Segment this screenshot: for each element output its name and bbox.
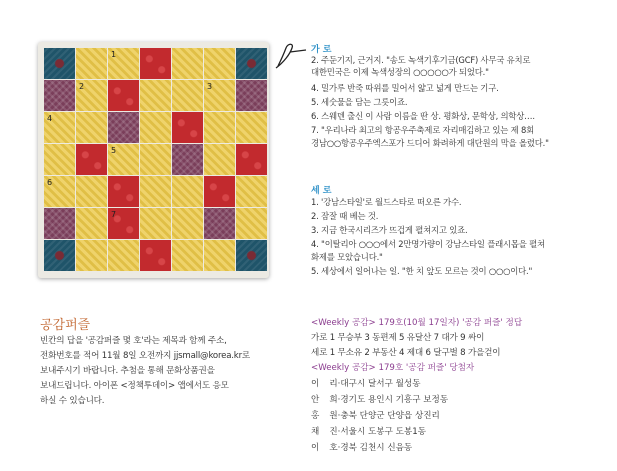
winner-surname: 이 (311, 379, 320, 389)
winner-detail: 희·경기도 용인시 기흥구 보정동 (329, 395, 449, 405)
puzzle-cell (108, 240, 139, 271)
down-clue: 4. "이탈리아 ○○○에서 2만명가량이 강남스타일 플래시몹을 펼쳐 (311, 239, 545, 249)
puzzle-cell (204, 144, 235, 175)
across-heading: 가로 (311, 45, 335, 55)
winner-entry (311, 393, 448, 405)
puzzle-cell (76, 48, 107, 79)
puzzle-cell (204, 240, 235, 271)
across-clue: 5. 세숫물을 담는 그릇이죠. (311, 97, 408, 107)
puzzle-cell (140, 176, 171, 207)
puzzle-cell (204, 208, 235, 239)
down-clue: 2. 잠잘 때 베는 것. (311, 211, 379, 221)
puzzle-cell (140, 80, 171, 111)
puzzle-cell (108, 176, 139, 207)
down-heading: 세로 (311, 186, 335, 196)
puzzle-cell (76, 240, 107, 271)
puzzle-cell (140, 240, 171, 271)
puzzle-cell (76, 80, 107, 111)
clue-number: 6 (47, 178, 53, 187)
puzzle-cell (108, 80, 139, 111)
puzzle-board (38, 42, 269, 278)
puzzle-cell (172, 240, 203, 271)
puzzle-cell (204, 80, 235, 111)
answers-across: 가로 1 무승부 3 동편제 5 유달산 7 대가 9 싸이 (311, 333, 485, 343)
puzzle-cell (108, 144, 139, 175)
puzzle-cell (140, 112, 171, 143)
puzzle-cell (236, 48, 267, 79)
winner-detail: 원·충북 단양군 단양읍 상진리 (329, 411, 440, 421)
instruction-line: 전화번호를 적어 11월 8일 오전까지 jjsmall@korea.kr로 (40, 351, 251, 361)
puzzle-cell (76, 208, 107, 239)
clue-number: 1 (111, 50, 117, 59)
puzzle-cell (236, 144, 267, 175)
puzzle-cell (140, 48, 171, 79)
across-clue: 7. "우리나라 최고의 항공우주축제로 자리매김하고 있는 제 8회 (311, 125, 534, 135)
puzzle-cell (204, 176, 235, 207)
puzzle-cell (236, 112, 267, 143)
puzzle-cell (172, 176, 203, 207)
clue-number: 7 (111, 210, 117, 219)
puzzle-cell (108, 208, 139, 239)
puzzle-cell (108, 48, 139, 79)
clue-number: 2 (79, 82, 85, 91)
across-clue: 대한민국은 이제 녹색성장의 ○○○○○가 되었다." (311, 67, 489, 77)
down-clue: 5. 세상에서 일어나는 일. "한 치 앞도 모르는 것이 ○○○이다." (311, 266, 533, 276)
winner-surname: 채 (311, 427, 320, 437)
winner-entry (311, 409, 440, 421)
winner-detail: 호·경북 김천시 신음동 (329, 443, 413, 453)
puzzle-cell (108, 112, 139, 143)
puzzle-cell (44, 176, 75, 207)
puzzle-cell (204, 112, 235, 143)
puzzle-cell (236, 80, 267, 111)
puzzle-cell (172, 112, 203, 143)
instruction-line: 하실 수 있습니다. (40, 396, 105, 406)
winner-detail: 진·서울시 도봉구 도봉1동 (329, 427, 426, 437)
paperclip-icon (272, 42, 308, 72)
puzzle-cell (172, 208, 203, 239)
puzzle-cell (236, 176, 267, 207)
across-clue: 6. 스웨덴 출신 이 사람 이름을 딴 상. 평화상, 문학상, 의학상…. (311, 111, 535, 121)
puzzle-cell (76, 144, 107, 175)
puzzle-cell (44, 144, 75, 175)
puzzle-grid (44, 48, 267, 271)
puzzle-cell (44, 80, 75, 111)
down-clue: 1. '강남스타일'로 월드스타로 떠오른 가수. (311, 197, 462, 207)
winner-surname: 홍 (311, 411, 320, 421)
puzzle-cell (172, 80, 203, 111)
winner-entry (311, 441, 412, 453)
instruction-line: 빈칸의 답을 '공감퍼즐 몇 호'라는 제목과 함께 주소, (40, 336, 227, 346)
clue-number: 4 (47, 114, 53, 123)
puzzle-cell (44, 208, 75, 239)
across-clue: 4. 밀가루 반죽 따위를 밀어서 얇고 넓게 만드는 기구. (311, 83, 499, 93)
down-clue: 3. 지금 한국시리즈가 뜨겁게 펼쳐지고 있죠. (311, 225, 468, 235)
across-clue: 경남○○항공우주엑스포가 드디어 화려하게 대단원의 막을 올렸다." (311, 138, 549, 148)
clue-number: 5 (111, 146, 117, 155)
down-clue: 화제를 모았습니다." (311, 252, 383, 262)
winner-detail: 리·대구시 달서구 월성동 (329, 379, 421, 389)
puzzle-cell (236, 208, 267, 239)
puzzle-cell (76, 112, 107, 143)
winner-surname: 안 (311, 395, 320, 405)
puzzle-cell (172, 48, 203, 79)
puzzle-cell (44, 112, 75, 143)
instruction-line: 보내주시기 바랍니다. 추첨을 통해 문화상품권을 (40, 366, 215, 376)
clue-number: 3 (207, 82, 213, 91)
winner-entry (311, 425, 426, 437)
instruction-line: 보내드립니다. 아이폰 <정책투데이> 앱에서도 응모 (40, 381, 229, 391)
winner-surname: 이 (311, 443, 320, 453)
puzzle-cell (44, 48, 75, 79)
puzzle-cell (172, 144, 203, 175)
winner-entry (311, 377, 421, 389)
puzzle-title: 공감퍼즐 (40, 318, 91, 333)
puzzle-cell (140, 208, 171, 239)
across-clue: 2. 주둔기지, 근거지. "송도 녹색기후기금(GCF) 사무국 유치로 (311, 55, 531, 65)
puzzle-cell (76, 176, 107, 207)
answers-header: <Weekly 공감> 179호(10월 17일자) '공감 퍼즐' 정답 (311, 318, 523, 328)
puzzle-cell (44, 240, 75, 271)
puzzle-cell (236, 240, 267, 271)
puzzle-cell (204, 48, 235, 79)
answers-down: 세로 1 무소유 2 부동산 4 제대 6 달구벌 8 가을걷이 (311, 348, 501, 358)
puzzle-cell (140, 144, 171, 175)
winners-header: <Weekly 공감> 179호 '공감 퍼즐' 당첨자 (311, 363, 475, 373)
